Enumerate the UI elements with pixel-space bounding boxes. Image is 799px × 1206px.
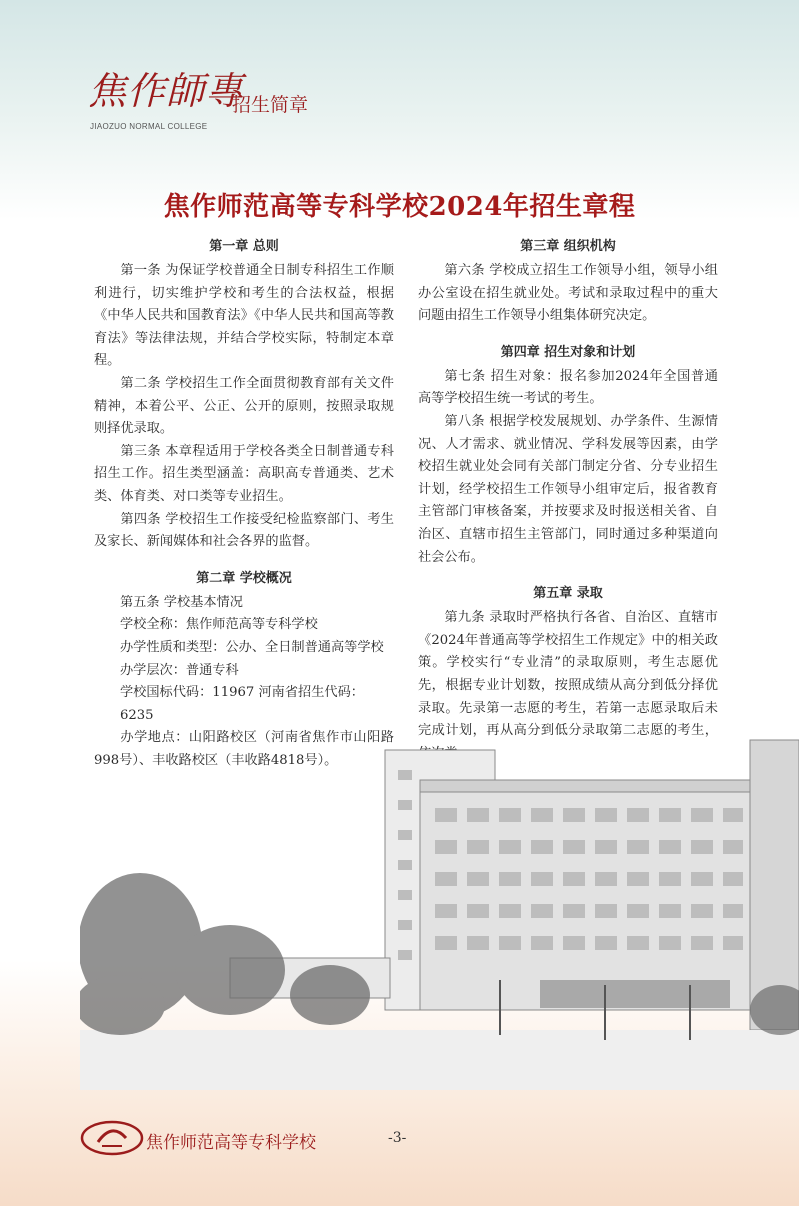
address-line: 办学地点：山阳路校区（河南省焦作市山阳路998号）、丰收路校区（丰收路4818号）。	[94, 730, 394, 768]
right-column	[418, 236, 718, 765]
info-line: 办学性质和类型：公办、全日制普通高等学校	[120, 639, 384, 655]
left-column	[94, 236, 394, 772]
chapter-heading: 第四章 招生对象和计划	[500, 344, 636, 360]
page-number: -3-	[388, 1130, 407, 1146]
page-footer	[80, 1116, 720, 1176]
info-line: 学校国标代码：11967 河南省招生代码：6235	[120, 685, 364, 723]
article-paragraph: 第九条 录取时严格执行各省、自治区、直辖市《2024年普通高等学校招生工作规定》中的相关政策。学校实行“专业清”的录取原则，考生志愿优先，根据专业计划数，按照成绩从高分到低分择优录取。先录第一志愿的考生，若第一志愿录取后未完成计划，再从高分到低分录取第二志愿的考生，	[418, 610, 718, 739]
article-paragraph: 第三条 本章程适用于学校各类全日制普通专科招生工作。招生类型涵盖：高职高专普通类、艺术类、体育类、对口类等专业招生。	[94, 443, 394, 504]
info-line: 第五条 学校基本情况	[120, 594, 243, 610]
chapter-heading: 第一章 总则	[209, 239, 279, 254]
campus-illustration	[80, 730, 799, 1090]
article-paragraph: 第一条 为保证学校普通全日制专科招生工作顺利进行，切实维护学校和考生的合法权益，根据《中华人民共和国教育法》《中华人民共和国高等教育法》等法律法规，并结合学校实际，特制定本章程。	[94, 263, 394, 369]
article-paragraph: 第四条 学校招生工作接受纪检监察部门、考生及家长、新闻媒体和社会各界的监督。	[94, 511, 394, 550]
chapter-heading: 第二章 学校概况	[196, 570, 292, 586]
chapter-heading: 第三章 组织机构	[520, 239, 616, 254]
header-branding	[88, 60, 408, 140]
info-line: 办学层次：普通专科	[120, 662, 239, 678]
brand-subtitle: 招生简章	[232, 94, 309, 116]
footer-school-name: 焦作师范高等专科学校	[146, 1133, 316, 1153]
school-logo-icon	[80, 1116, 144, 1160]
article-paragraph: 第六条 学校成立招生工作领导小组，领导小组办公室设在招生就业处。考试和录取过程中的重大问题由招生工作领导小组集体研究决定。	[418, 263, 718, 324]
article-paragraph: 第八条 根据学校发展规划、办学条件、生源情况、人才需求、就业情况、学科发展等因素，由学校招生就业处会同有关部门制定分省、分专业招生计划，经学校招生工作领导小组审定后，报省教育主管部门审核备案，并按要求及时报送相关省、自治区、直辖市招生主管部门，同时通过多种渠道向社会公布。	[418, 413, 718, 565]
brand-calligraphy: 焦作師專	[88, 69, 245, 113]
article-paragraph: 第二条 学校招生工作全面贯彻教育部有关文件精神，本着公平、公正、公开的原则，按照录取规则择优录取。	[94, 375, 394, 437]
article-paragraph: 第七条 招生对象：报名参加2024年全国普通高等学校招生统一考试的考生。	[418, 368, 718, 407]
info-line: 学校全称：焦作师范高等专科学校	[120, 617, 318, 633]
chapter-heading: 第五章 录取	[533, 586, 603, 602]
page-title: 焦作师范高等专科学校2024年招生章程	[163, 192, 636, 222]
brand-english: JIAOZUO NORMAL COLLEGE	[90, 122, 208, 131]
